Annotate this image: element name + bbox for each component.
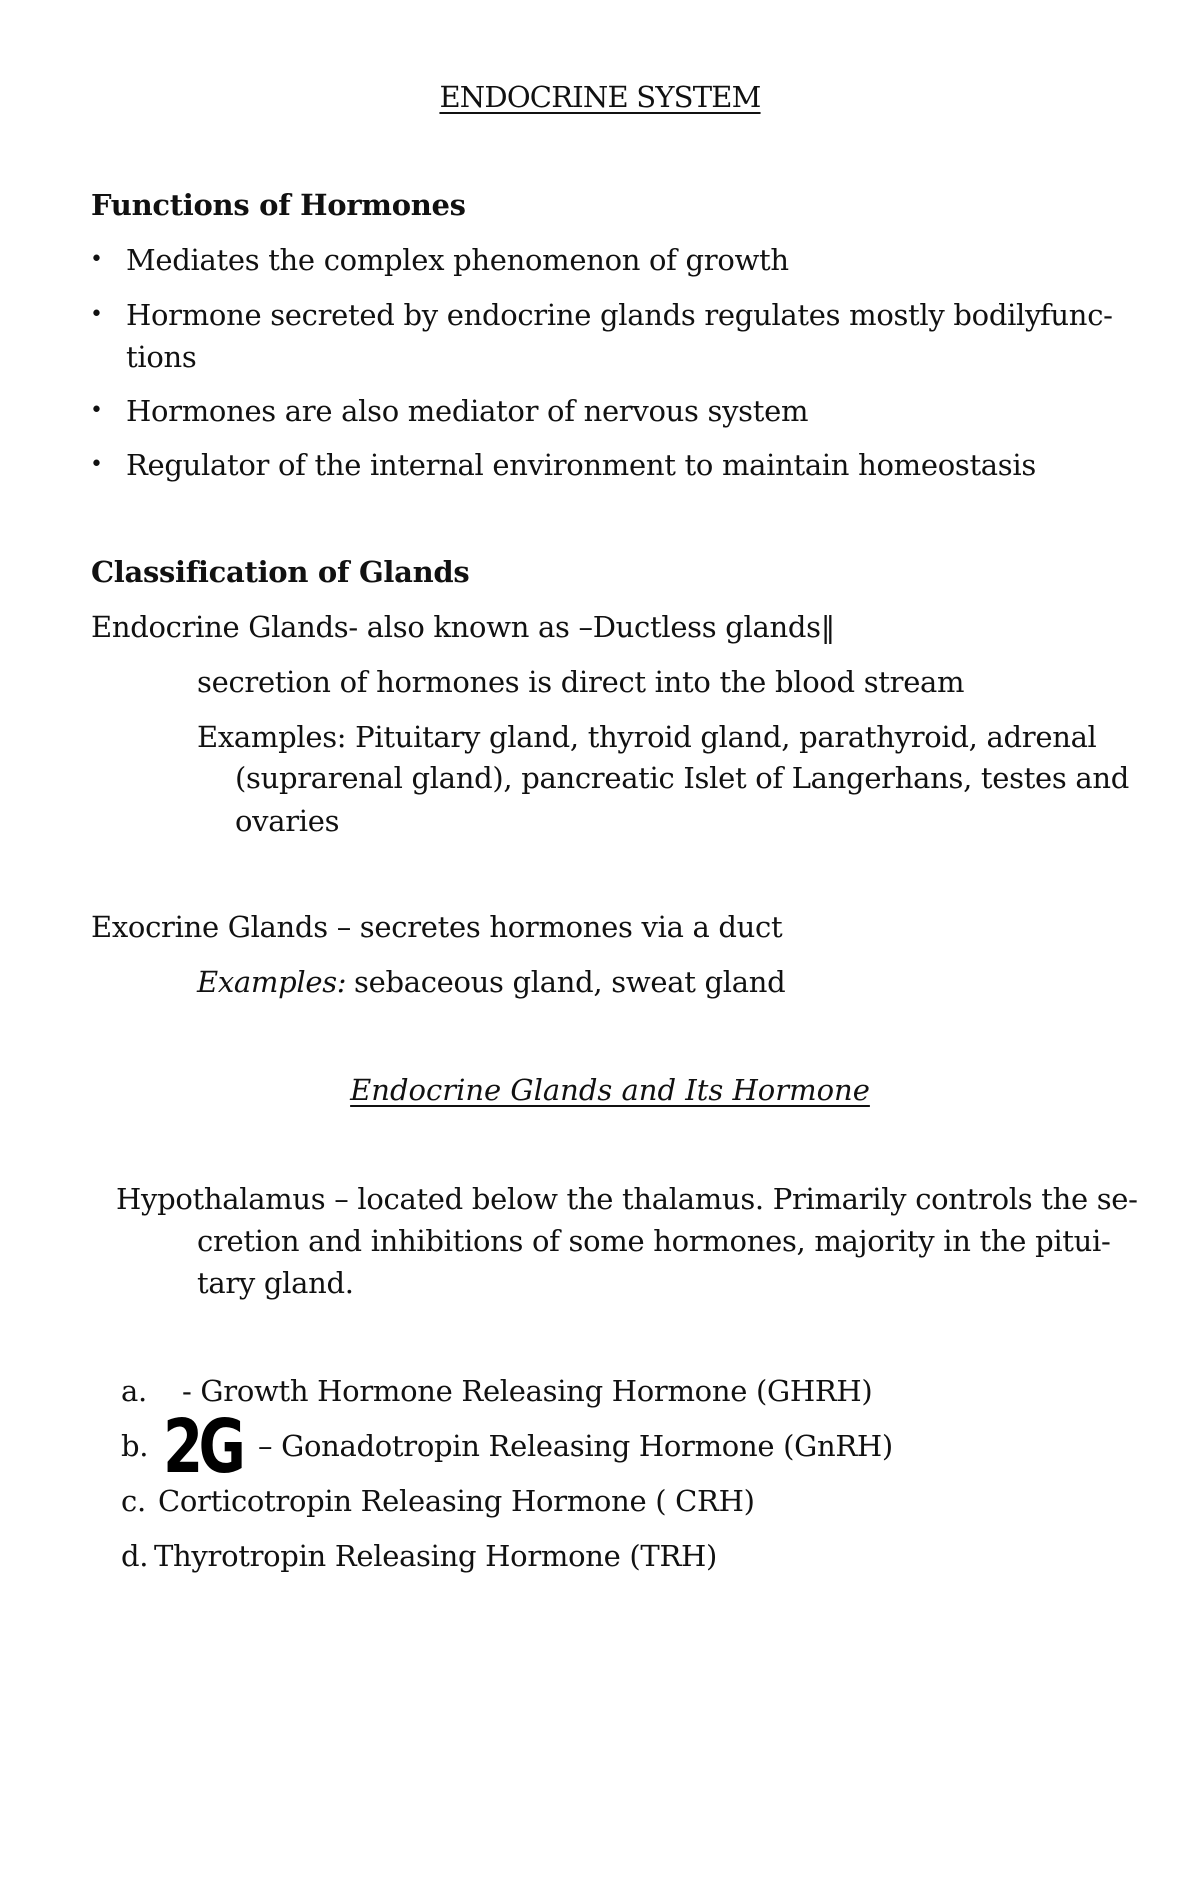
list-item: – Gonadotropin Releasing Hormone (GnRH) xyxy=(258,1429,893,1463)
list-marker: b. xyxy=(121,1429,149,1463)
exocrine-examples: sebaceous gland, sweat gland xyxy=(354,965,786,999)
exocrine-examples-label: Examples: xyxy=(197,965,347,999)
list-item: Corticotropin Releasing Hormone ( CRH) xyxy=(158,1484,755,1518)
list-marker: d. xyxy=(121,1539,149,1573)
bullet-item: Mediates the complex phenomenon of growth xyxy=(126,243,789,277)
bullet-item-hyphenated-end: func- xyxy=(1040,298,1113,332)
list-marker: a. xyxy=(121,1374,147,1408)
bullet-item: Hormone secreted by endocrine glands regulates mostly bodily xyxy=(126,298,1042,332)
bullet-icon: • xyxy=(90,247,103,272)
bullet-icon: • xyxy=(90,302,103,327)
endocrine-examples-cont: ovaries xyxy=(235,804,340,838)
2g-logo: 2G xyxy=(163,1404,242,1490)
list-marker: c. xyxy=(121,1484,146,1518)
bullet-item-continuation: tions xyxy=(126,340,197,374)
endocrine-line: Endocrine Glands- also known as –Ductless glands‖ xyxy=(91,610,835,644)
bullet-item: Hormones are also mediator of nervous system xyxy=(126,394,809,428)
endocrine-description: secretion of hormones is direct into the blood stream xyxy=(197,665,965,699)
section-heading: Endocrine Glands and Its Hormone xyxy=(350,1073,870,1107)
list-item: Thyrotropin Releasing Hormone (TRH) xyxy=(154,1539,718,1573)
hypothalamus-line-cont: tary gland. xyxy=(197,1266,354,1300)
bullet-item: Regulator of the internal environment to maintain homeostasis xyxy=(126,448,1036,482)
bullet-icon: • xyxy=(90,452,103,477)
bullet-icon: • xyxy=(90,398,103,423)
hypothalamus-line: Hypothalamus – located below the thalamus. Primarily controls the se- xyxy=(116,1182,1138,1216)
functions-heading: Functions of Hormones xyxy=(91,188,466,222)
endocrine-examples: Examples: Pituitary gland, thyroid gland, parathyroid, adrenal xyxy=(197,720,1097,754)
classification-heading: Classification of Glands xyxy=(91,555,470,589)
list-item: - Growth Hormone Releasing Hormone (GHRH) xyxy=(182,1374,873,1408)
page-title: ENDOCRINE SYSTEM xyxy=(439,80,761,114)
hypothalamus-line-cont: cretion and inhibitions of some hormones, majority in the pitui- xyxy=(197,1224,1111,1258)
exocrine-line: Exocrine Glands – secretes hormones via a duct xyxy=(91,910,783,944)
endocrine-examples-cont: (suprarenal gland), pancreatic Islet of Langerhans, testes and xyxy=(235,761,1130,795)
